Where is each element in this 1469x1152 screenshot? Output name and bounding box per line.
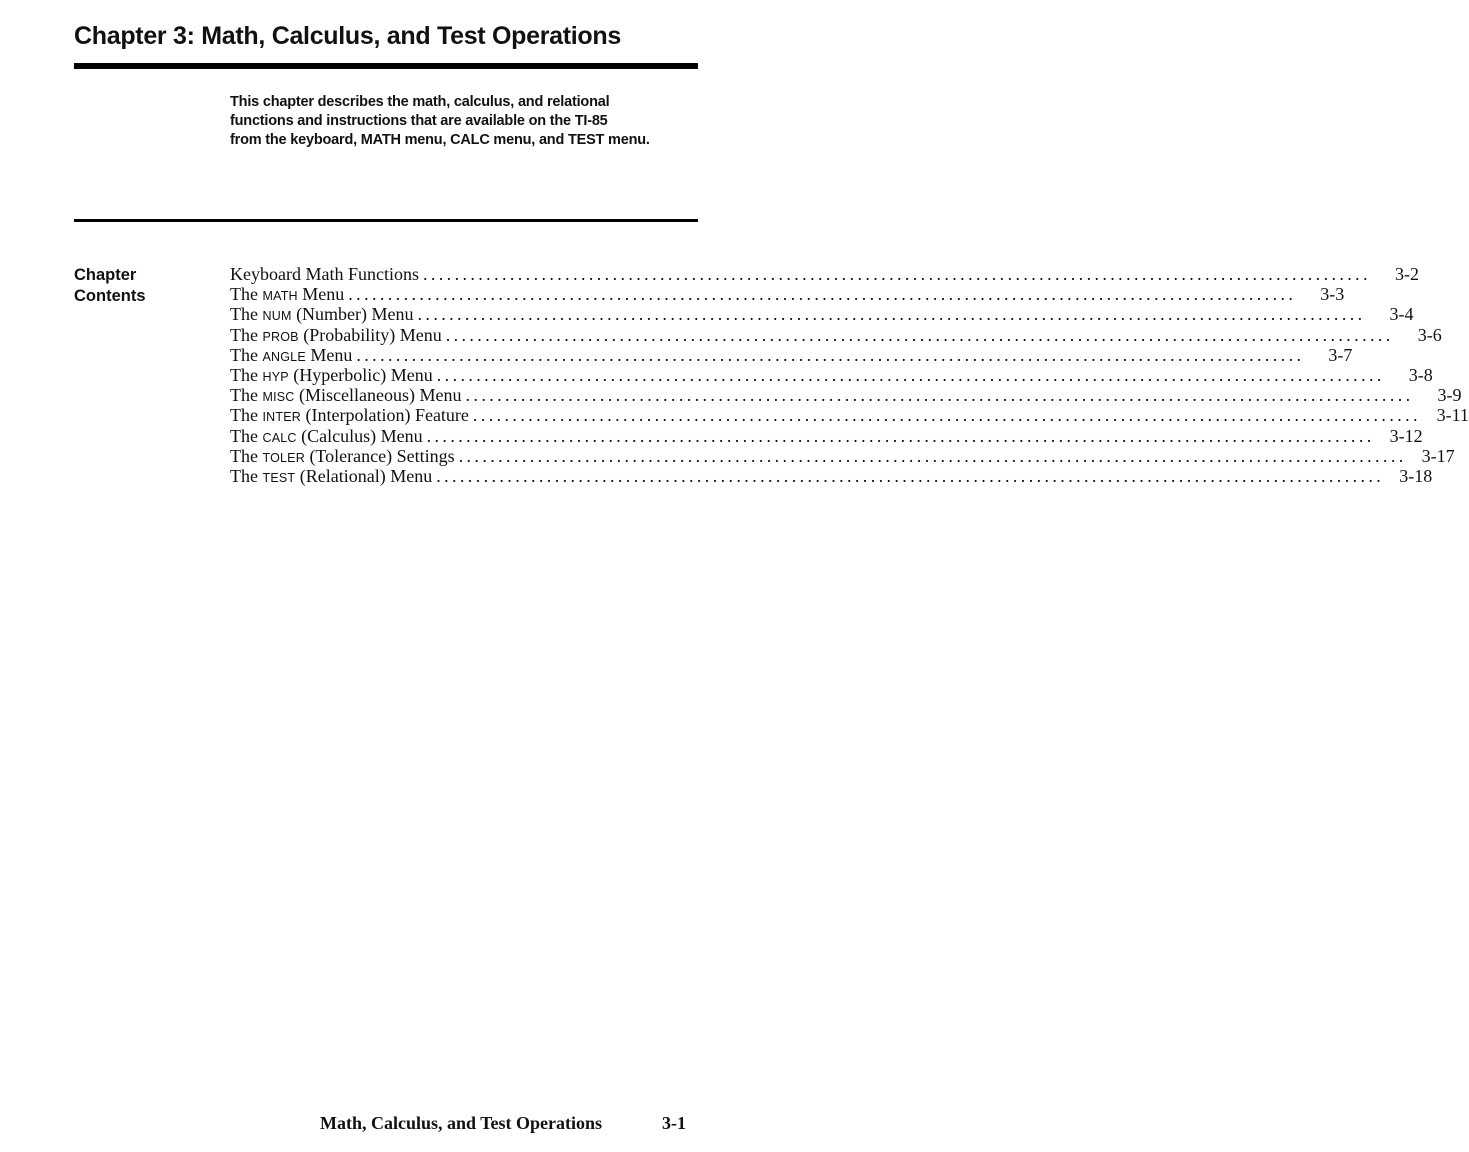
contents-label-line: Contents: [74, 287, 146, 305]
toc-dot-leader: ........................................................................................................................: [426, 425, 1375, 446]
toc-entry-page: 3-9: [1437, 385, 1462, 406]
toc-entry-menu-name: INTER: [262, 410, 301, 425]
intro-line: functions and instructions that are available on the TI-85: [230, 113, 608, 129]
toc-entry-title-text: (Number) Menu: [291, 304, 414, 325]
toc-entry-title-text: Keyboard Math Functions: [230, 264, 419, 284]
toc-entry-menu-name: MISC: [262, 390, 295, 405]
toc-entry-title-text: Menu: [305, 344, 353, 365]
toc-dot-leader: ........................................................................................................................: [472, 405, 1421, 426]
toc-entry-page: 3-6: [1417, 324, 1442, 345]
toc-entry-title-text: (Calculus) Menu: [296, 425, 423, 446]
toc-entry-page: 3-12: [1389, 425, 1423, 446]
intro-line: from the keyboard, MATH menu, CALC menu, and TEST menu.: [230, 132, 650, 148]
toc-entry-title-text: The: [230, 284, 263, 305]
toc-entry-title: [230, 345, 352, 367]
toc-entry-page: 3-3: [1320, 284, 1345, 305]
toc-entry: [230, 364, 1433, 385]
toc-entry-menu-name: TOLER: [262, 450, 305, 465]
toc-entry-title: [230, 426, 423, 448]
toc-entry-title-text: (Relational) Menu: [295, 465, 433, 486]
toc-entry: [230, 405, 1469, 426]
toc-entry-title-text: (Tolerance) Settings: [304, 445, 455, 466]
chapter-title: Chapter 3: Math, Calculus, and Test Operations: [74, 22, 621, 50]
table-of-contents: [230, 264, 1469, 486]
toc-dot-leader: ........................................................................................................................: [422, 264, 1371, 284]
intro-line: This chapter describes the math, calculus, and relational: [230, 94, 610, 110]
toc-entry-title-text: The: [230, 445, 263, 466]
toc-entry: [230, 344, 1353, 365]
toc-entry: [230, 264, 1419, 284]
toc-dot-leader: ........................................................................................................................: [445, 324, 1394, 345]
toc-dot-leader: ........................................................................................................................: [436, 465, 1385, 486]
contents-label: [74, 265, 146, 307]
toc-entry-title-text: (Interpolation) Feature: [300, 405, 469, 426]
toc-entry-menu-name: NUM: [262, 309, 292, 324]
toc-entry: [230, 385, 1462, 406]
footer-page-number: 3-1: [662, 1113, 686, 1133]
toc-entry-title-text: The: [230, 405, 263, 426]
footer-title: Math, Calculus, and Test Operations: [320, 1113, 603, 1133]
toc-entry: [230, 425, 1423, 446]
toc-entry-menu-name: TEST: [262, 470, 296, 485]
toc-entry-page: 3-18: [1399, 465, 1433, 486]
toc-entry-title-text: The: [230, 324, 263, 345]
toc-entry-title-text: The: [230, 304, 263, 325]
toc-entry-title-text: Menu: [297, 284, 345, 305]
toc-entry-title: [230, 304, 414, 326]
toc-entry-title: [230, 284, 344, 306]
toc-entry-title-text: (Miscellaneous) Menu: [294, 385, 462, 406]
toc-entry: [230, 284, 1345, 305]
toc-dot-leader: ........................................................................................................................: [465, 385, 1414, 406]
toc-entry-title-text: (Hyperbolic) Menu: [288, 364, 433, 385]
toc-entry-title-text: The: [230, 364, 263, 385]
toc-entry-title-text: The: [230, 425, 263, 446]
toc-entry-page: 3-8: [1408, 364, 1433, 385]
toc-entry-menu-name: HYP: [262, 369, 289, 384]
toc-entry-title: [230, 365, 433, 387]
contents-label-line: Chapter: [74, 266, 137, 284]
toc-entry-title: [230, 264, 419, 284]
toc-entry-title-text: The: [230, 465, 263, 486]
toc-entry-title: [230, 405, 469, 427]
toc-entry-title: [230, 385, 462, 407]
toc-dot-leader: ........................................................................................................................: [348, 284, 1297, 305]
toc-entry-page: 3-7: [1328, 344, 1353, 365]
toc-entry-title: [230, 446, 455, 468]
toc-entry-title-text: The: [230, 385, 263, 406]
title-rule: [74, 63, 698, 69]
toc-entry: [230, 324, 1442, 345]
toc-dot-leader: ........................................................................................................................: [436, 364, 1385, 385]
toc-entry: [230, 465, 1433, 486]
toc-entry-menu-name: PROB: [262, 329, 299, 344]
chapter-intro: [230, 93, 700, 150]
toc-dot-leader: ........................................................................................................................: [458, 445, 1407, 466]
toc-entry-menu-name: MATH: [262, 289, 298, 304]
toc-entry-menu-name: CALC: [262, 430, 297, 445]
toc-entry-menu-name: ANGLE: [262, 349, 306, 364]
section-rule: [74, 219, 698, 222]
toc-dot-leader: ........................................................................................................................: [417, 304, 1366, 325]
toc-entry: [230, 304, 1414, 325]
toc-entry-page: 3-17: [1421, 445, 1455, 466]
toc-entry-page: 3-2: [1394, 264, 1419, 284]
toc-entry-title-text: (Probability) Menu: [298, 324, 442, 345]
toc-entry-page: 3-4: [1389, 304, 1414, 325]
toc-entry-title: [230, 325, 442, 347]
toc-entry-page: 3-11: [1436, 405, 1469, 426]
toc-entry: [230, 445, 1455, 466]
toc-entry-title: [230, 466, 432, 488]
toc-dot-leader: ........................................................................................................................: [356, 344, 1305, 365]
toc-entry-title-text: The: [230, 344, 263, 365]
